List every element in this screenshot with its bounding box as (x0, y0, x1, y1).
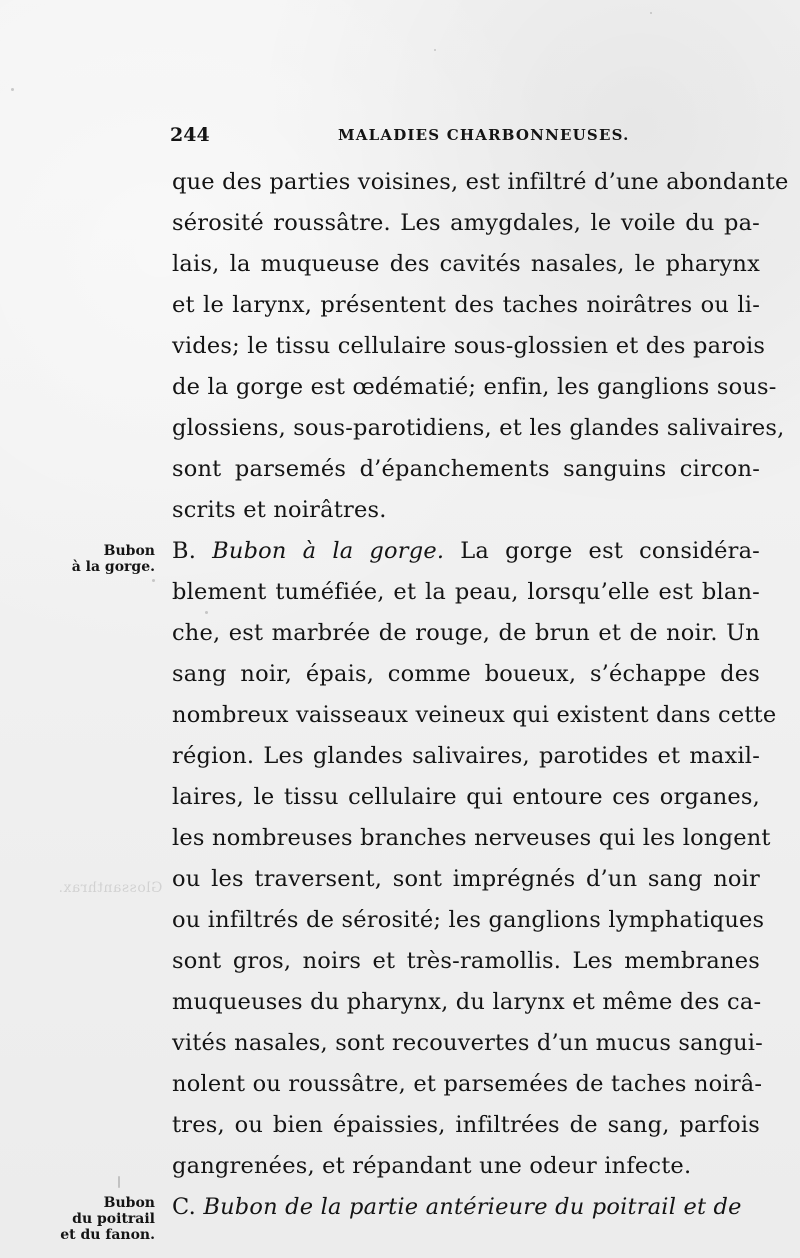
margin-note-line: du poitrail (72, 1211, 155, 1228)
margin-note-line: et du fanon. (60, 1227, 155, 1244)
text-line: que des parties voisines, est infiltré d’une abondante (172, 169, 789, 195)
margin-note-line: Bubon (103, 543, 155, 559)
text-line: glossiens, sous-parotidiens, et les glandes salivaires, (172, 415, 785, 441)
text-line: scrits et noirâtres. (172, 497, 387, 523)
text-line: ou infiltrés de sérosité; les ganglions lymphatiques (172, 907, 765, 933)
margin-note-line: à la gorge. (71, 559, 155, 576)
text-line: muqueuses du pharynx, du larynx et même des ca- (172, 989, 762, 1015)
text-line: sont parsemés d’épanchements sanguins circon- (172, 456, 760, 482)
text-line: sont gros, noirs et très-ramollis. Les membranes (172, 948, 760, 974)
margin-note-bubon-gorge (60, 543, 155, 575)
section-heading: Bubon de la partie antérieure du poitrail et de (203, 1194, 742, 1220)
text-line: gangrenées, et répandant une odeur infecte. (172, 1153, 692, 1179)
text-line: sang noir, épais, comme boueux, s’échappe des (172, 661, 760, 687)
text-line-with-heading (172, 531, 760, 572)
section-heading: Bubon à la gorge. (212, 538, 445, 564)
section-prefix: B. (172, 538, 213, 564)
text-line: les nombreuses branches nerveuses qui les longent (172, 825, 771, 851)
text-line-with-heading (172, 1187, 760, 1228)
page-speck (118, 1176, 120, 1188)
page-number: 244 (170, 124, 210, 146)
text-line: sérosité roussâtre. Les amygdales, le voile du pa- (172, 210, 760, 236)
text-line: nolent ou roussâtre, et parsemées de taches noirâ- (172, 1071, 763, 1097)
section-prefix: C. (172, 1194, 204, 1220)
text-line: lais, la muqueuse des cavités nasales, le pharynx (172, 251, 760, 277)
page-header (170, 124, 760, 148)
text-line: nombreux vaisseaux veineux qui existent dans cette (172, 702, 777, 728)
text-line: che, est marbrée de rouge, de brun et de noir. Un (172, 620, 760, 646)
page-speck (434, 49, 436, 51)
text-line: de la gorge est œdématié; enfin, les ganglions sous- (172, 374, 777, 400)
running-title: MALADIES CHARBONNEUSES. (338, 126, 630, 144)
margin-note-bubon-poitrail (60, 1195, 155, 1243)
page-speck (152, 579, 155, 582)
page-speck (650, 12, 652, 14)
text-line: vités nasales, sont recouvertes d’un mucus sangui- (172, 1030, 763, 1056)
text-line: laires, le tissu cellulaire qui entoure ces organes, (172, 784, 760, 810)
text-line: tres, ou bien épaissies, infiltrées de sang, parfois (172, 1112, 760, 1138)
show-through-text: Glossanthrax. (58, 880, 163, 896)
body-text (172, 162, 789, 1228)
margin-note-line: Bubon (103, 1195, 155, 1211)
section-continuation: La gorge est considéra- (444, 538, 760, 564)
text-line: vides; le tissu cellulaire sous-glossien et des parois (172, 333, 766, 359)
page-speck (205, 611, 208, 614)
text-line: blement tuméfiée, et la peau, lorsqu’elle est blan- (172, 579, 760, 605)
text-line: et le larynx, présentent des taches noirâtres ou li- (172, 292, 760, 318)
text-line: ou les traversent, sont imprégnés d’un sang noir (172, 866, 760, 892)
page-speck (11, 88, 14, 91)
text-line: région. Les glandes salivaires, parotides et maxil- (172, 743, 760, 769)
